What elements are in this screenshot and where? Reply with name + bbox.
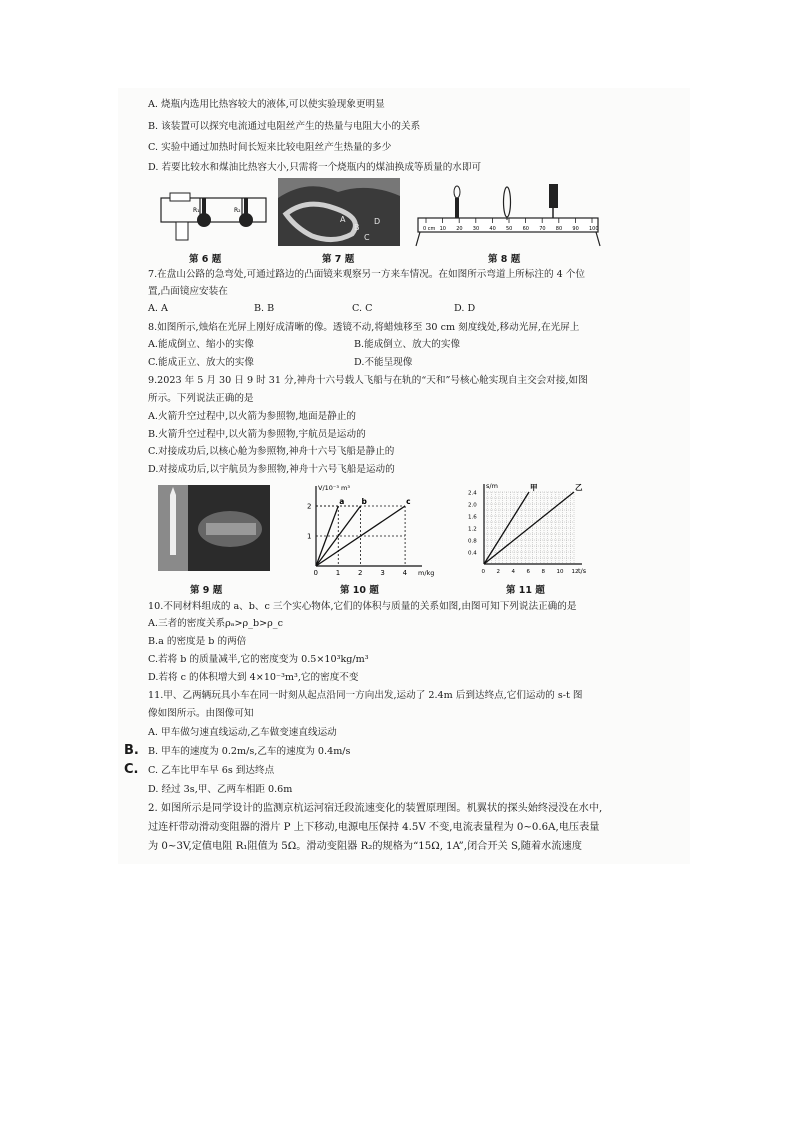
q10-option-c: C.若将 b 的质量减半,它的密度变为 0.5×10³kg/m³ [148,654,369,665]
q8-option-c: C.能成正立、放大的实像 [148,357,254,368]
fig8-screen [549,184,558,218]
y-tick-label: 1.6 [468,514,477,521]
fig8-tick-label: 40 [489,226,496,232]
q9-stem-line2: 所示。下列说法正确的是 [148,393,254,404]
fig8-tick-label: 20 [456,226,463,232]
series-line-a [316,506,338,566]
fig6-r2-label: R₂ [234,207,241,214]
x-tick-label: 2 [496,569,500,575]
q11-option-a: A. 甲车做匀速直线运动,乙车做变速直线运动 [148,727,337,738]
fig8-lens [504,187,511,220]
y-tick-label: 2 [307,502,312,511]
x-tick-label: 1 [335,569,341,577]
q7-stem-line1: 7.在盘山公路的急弯处,可通过路边的凸面镜来观察另一方来车情况。在如图所示弯道上所标注的 4 个位 [148,269,585,280]
q11-stem-line1: 11.甲、乙两辆玩具小车在同一时刻从起点沿同一方向出发,运动了 2.4m 后到达终点,它们运动的 s-t 图 [148,690,583,701]
fig6-circuit-diagram [160,186,272,248]
x-axis-label: m/kg [418,569,435,577]
q9-option-a: A.火箭升空过程中,以火箭为参照物,地面是静止的 [148,411,356,422]
fig7-label-d: D [374,217,381,226]
y-tick-label: 1 [307,532,312,541]
q9-option-d: D.对接成功后,以宇航员为参照物,神舟十六号飞船是运动的 [148,464,395,475]
fig8-tick-label: 10 [439,226,446,232]
fig8-tick-label: 30 [472,226,480,232]
q10-option-b: B.a 的密度是 b 的两倍 [148,636,247,647]
y-tick-label: 2.0 [468,502,477,509]
q10-option-a: A.三者的密度关系ρₐ>ρ_b>ρ_c [148,618,283,629]
y-tick-label: 2.4 [468,490,477,497]
x-tick-label: 4 [402,569,408,577]
series-label-c: c [406,497,411,506]
fig9-photos [158,485,270,571]
q11-option-c: C. 乙车比甲车早 6s 到达终点 [148,765,275,776]
fig11-distance-time-chart [464,478,600,578]
fig8-caption: 第 8 题 [488,254,521,265]
margin-mark-b: B. [124,743,139,758]
q7-option-a: A. A [148,303,168,314]
x-tick-label: 8 [541,569,545,575]
q7-option-b: B. B [254,303,275,314]
x-tick-label: 3 [380,569,385,577]
series-label-a: a [339,497,345,506]
x-tick-label: 4 [511,569,515,575]
q5-option-c: C. 实验中通过加热时间长短来比较电阻丝产生热量的多少 [148,142,392,153]
q11-option-d: D. 经过 3s,甲、乙两车相距 0.6m [148,784,293,795]
fig8-tick-label: 50 [506,226,513,232]
fig10-volume-mass-chart [302,478,435,578]
q8-option-d: D.不能呈现像 [354,357,413,368]
x-axis-label: t/s [578,567,587,575]
fig6-r1-label: R₁ [193,207,200,214]
q7-option-d: D. D [454,303,476,314]
x-tick-label: 2 [358,569,363,577]
series-label-b: b [361,497,367,506]
y-axis-label: s/m [486,482,498,490]
x-tick-label: 12 [571,569,579,575]
fig9-caption: 第 9 题 [190,585,223,596]
q10-stem: 10.不同材料组成的 a、b、c 三个实心物体,它们的体积与质量的关系如图,由图可知下列说法正确的是 [148,601,577,612]
q5-option-a: A. 烧瓶内选用比热容较大的液体,可以使实验现象更明显 [148,99,385,110]
fig7-label-a: A [340,215,346,224]
q10-option-d: D.若将 c 的体积增大到 4×10⁻³m³,它的密度不变 [148,672,359,683]
fig7-label-b: B [354,223,360,232]
y-axis-label: V/10⁻³ m³ [318,484,350,492]
fig8-tick-label: 70 [539,226,546,232]
y-tick-label: 0.8 [468,538,477,545]
fig8-tick-label: 0 cm [423,226,436,232]
fig11-caption: 第 11 题 [506,585,545,596]
fig7-label-c: C [364,233,370,242]
q8-stem: 8.如图所示,烛焰在光屏上刚好成清晰的像。透镜不动,将蜡烛移至 30 cm 刻度线处,移动光屏,在光屏上 [148,322,580,333]
q8-option-a: A.能成倒立、缩小的实像 [148,339,254,350]
fig6-caption: 第 6 题 [189,254,222,265]
x-tick-label: 0 [481,569,485,575]
y-tick-label: 1.2 [468,526,477,533]
q5-option-b: B. 该装置可以探究电流通过电阻丝产生的热量与电阻大小的关系 [148,121,421,132]
fig7-caption: 第 7 题 [322,254,355,265]
q11-option-b: B. 甲车的速度为 0.2m/s,乙车的速度为 0.4m/s [148,746,351,757]
fig8-optical-bench [412,180,604,248]
fig8-tick-label: 80 [555,226,563,232]
fig10-caption: 第 10 题 [340,585,379,596]
q8-option-b: B.能成倒立、放大的实像 [354,339,461,350]
q9-option-b: B.火箭升空过程中,以火箭为参照物,宇航员是运动的 [148,429,366,440]
fig8-candle [454,186,460,218]
fig7-mountain-road-photo [278,178,400,246]
q7-stem-line2: 置,凸面镜应安装在 [148,286,228,297]
q5-option-d: D. 若要比较水和煤油比热容大小,只需将一个烧瓶内的煤油换成等质量的水即可 [148,162,482,173]
fig8-tick-label: 100 [589,226,599,232]
x-tick-label: 10 [556,569,564,575]
fig8-tick-label: 60 [522,226,529,232]
x-tick-label: 6 [526,569,530,575]
q7-option-c: C. C [352,303,373,314]
series-label-乙: 乙 [575,483,583,492]
series-label-甲: 甲 [530,483,538,492]
q11-stem-line2: 像如图所示。由图像可知 [148,708,254,719]
q9-stem-line1: 9.2023 年 5 月 30 日 9 时 31 分,神舟十六号载人飞船与在轨的“天和”号核心舱实现自主交会对接,如图 [148,375,588,386]
q12-line3: 为 0~3V,定值电阻 R₁阻值为 5Ω。滑动变阻器 R₂的规格为“15Ω, 1A”,闭合开关 S,随着水流速度 [148,841,582,852]
fig8-tick-label: 90 [572,226,579,232]
margin-mark-c: C. [124,762,139,777]
q9-option-c: C.对接成功后,以核心舱为参照物,神舟十六号飞船是静止的 [148,446,395,457]
q12-line2: 过连杆带动滑动变阻器的滑片 P 上下移动,电源电压保持 4.5V 不变,电流表量程为 0~0.6A,电压表量 [148,822,600,833]
y-tick-label: 0.4 [468,550,477,557]
x-tick-label: 0 [313,569,318,577]
q12-line1: 2. 如图所示是同学设计的监测京杭运河宿迁段流速变化的装置原理图。机翼状的探头始终浸没在水中, [148,803,603,814]
